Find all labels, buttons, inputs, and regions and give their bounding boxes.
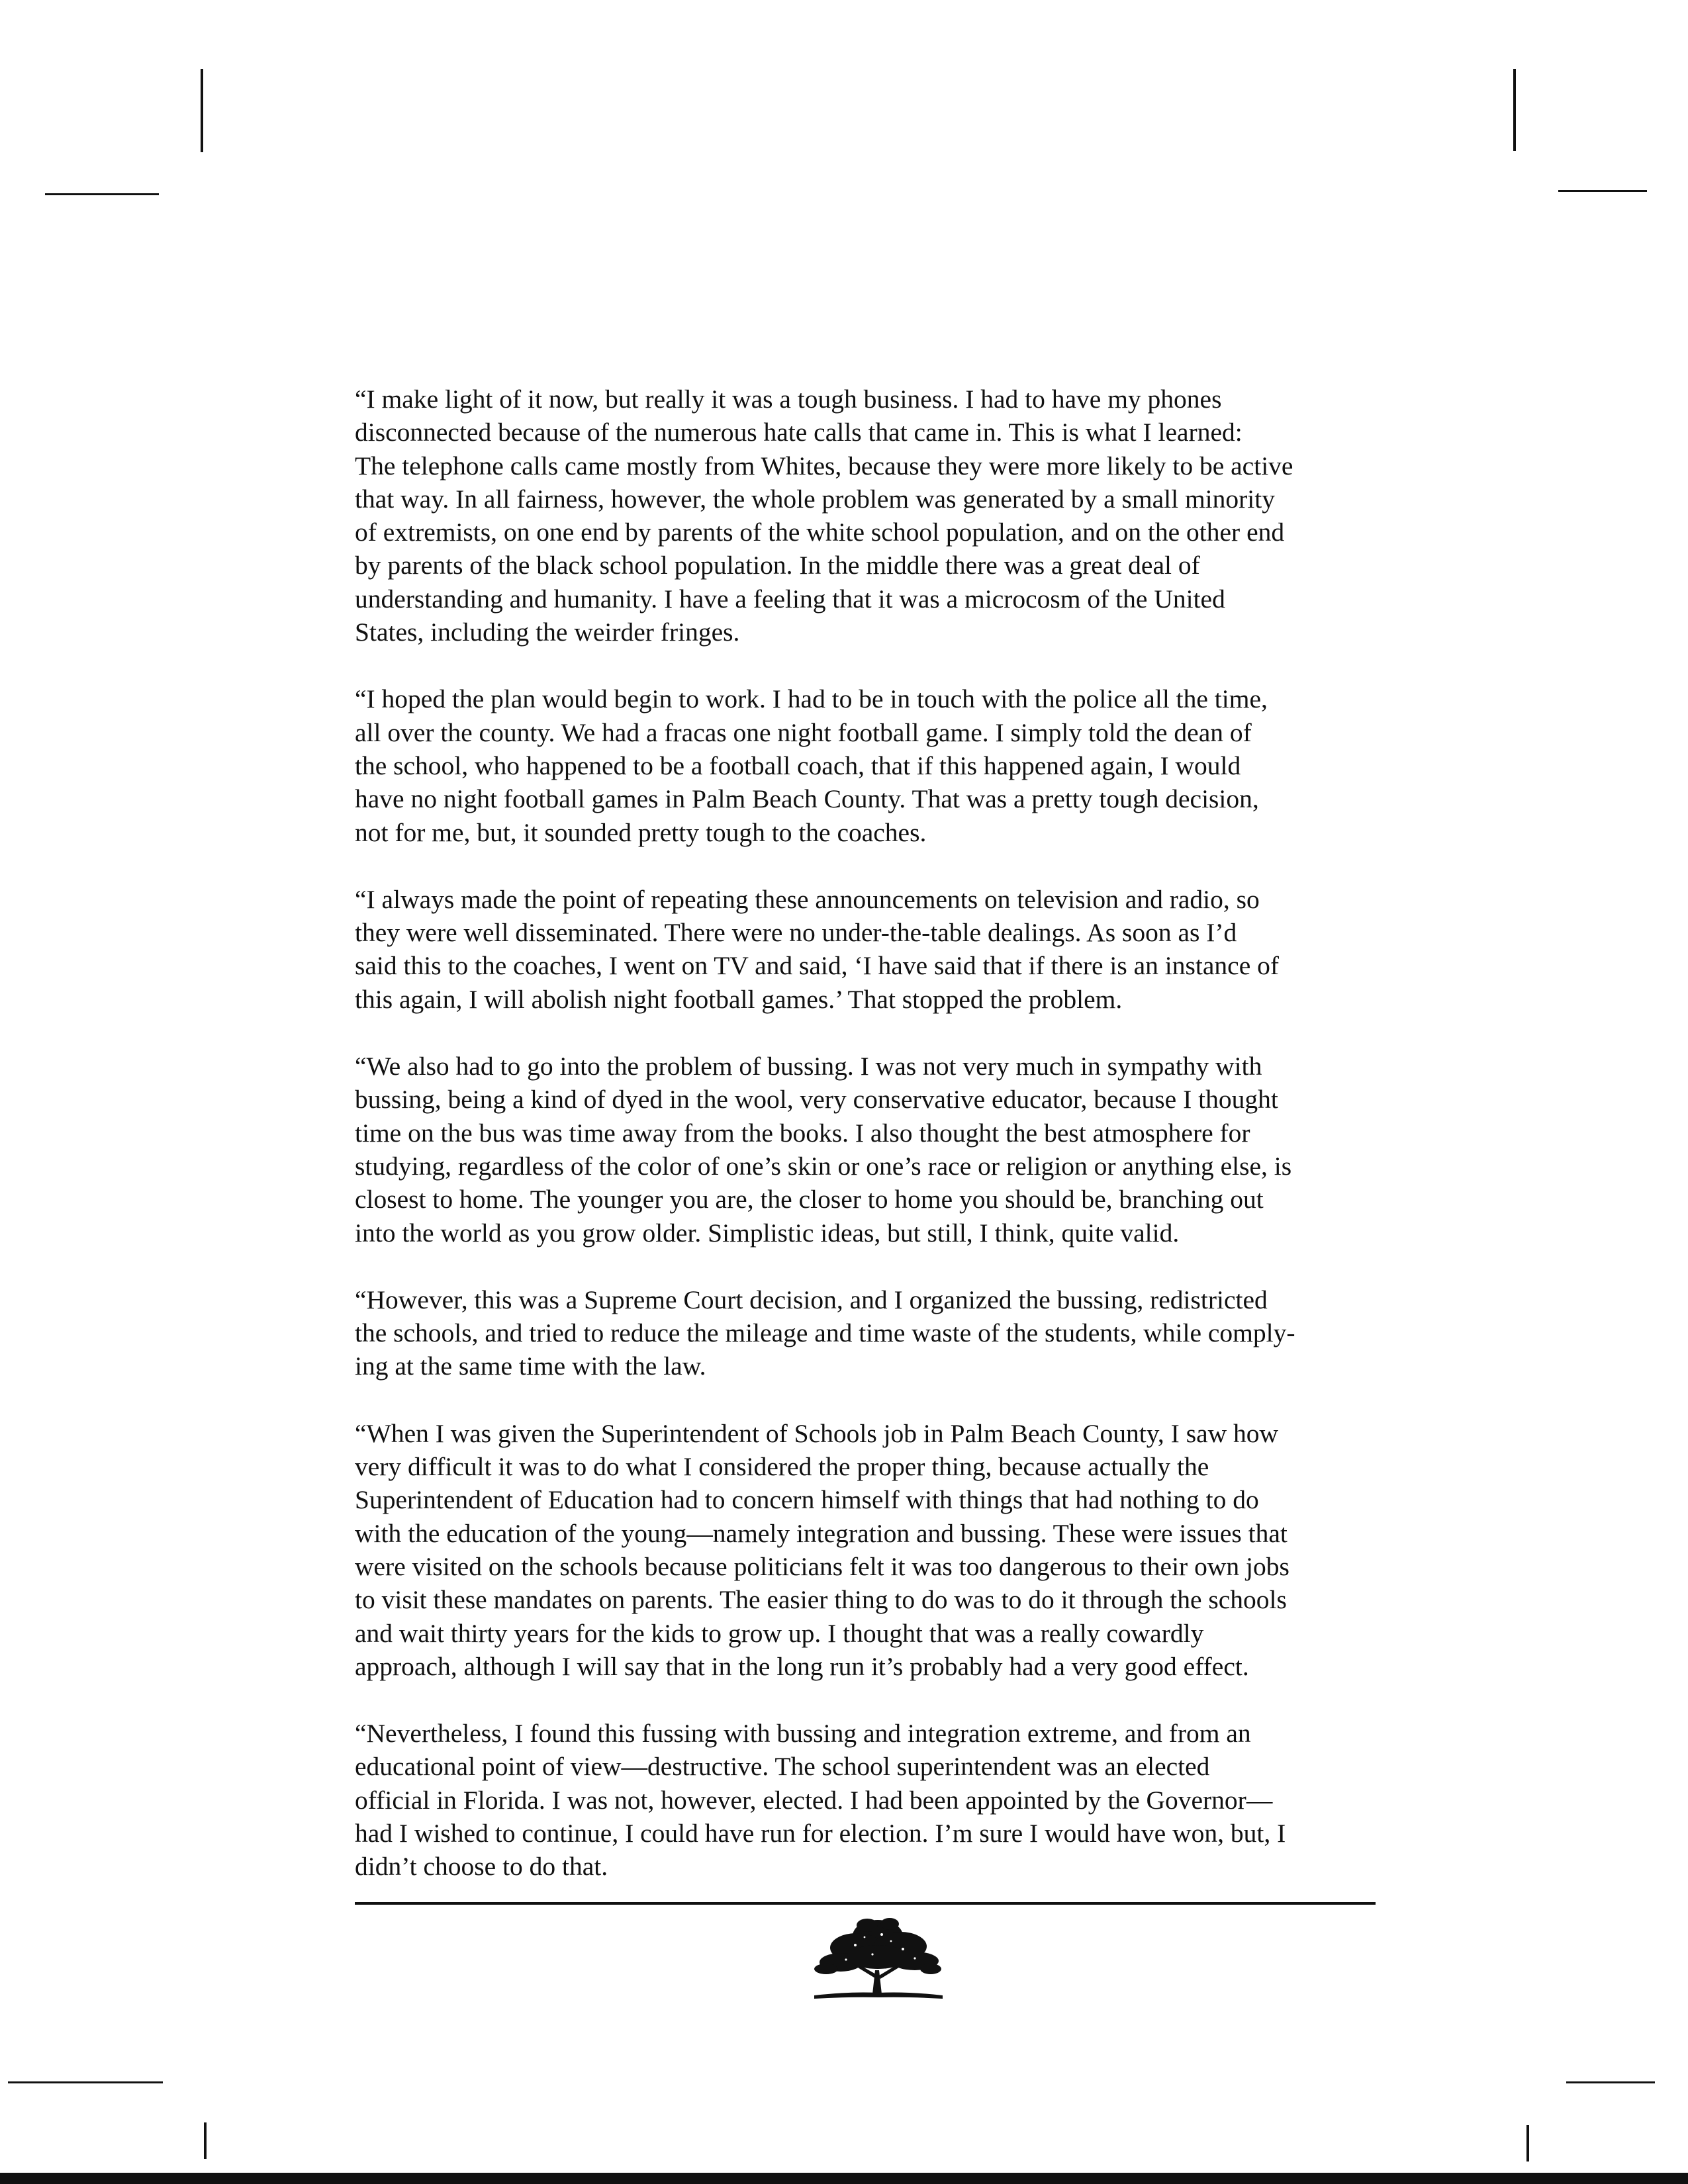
document-body (355, 383, 1378, 1917)
text-line: very difficult it was to do what I considered the proper thing, because actually the (355, 1452, 1209, 1482)
text-line: not for me, but, it sounded pretty tough to the coaches. (355, 817, 927, 847)
text-line: all over the county. We had a fracas one night football game. I simply told the dean of (355, 717, 1252, 747)
paragraph (355, 383, 1378, 649)
text-line: Superintendent of Education had to concern himself with things that had nothing to do (355, 1485, 1259, 1515)
text-line: closest to home. The younger you are, the closer to home you should be, branching out (355, 1185, 1264, 1214)
text-line: to visit these mandates on parents. The easier thing to do was to do it through the schools (355, 1585, 1287, 1615)
text-line: studying, regardless of the color of one’s skin or one’s race or religion or anything else, is (355, 1151, 1292, 1181)
text-line: the schools, and tried to reduce the mileage and time waste of the students, while comply- (355, 1318, 1295, 1348)
text-line: “I hoped the plan would begin to work. I had to be in touch with the police all the time, (355, 684, 1268, 714)
text-line: this again, I will abolish night football games.’ That stopped the problem. (355, 984, 1123, 1014)
crop-mark-bottom-right-horizontal (1566, 2081, 1655, 2083)
text-line: “Nevertheless, I found this fussing with bussing and integration extreme, and from an (355, 1719, 1251, 1749)
text-line: ing at the same time with the law. (355, 1351, 706, 1381)
footer-rule (355, 1902, 1376, 1905)
text-line: said this to the coaches, I went on TV and said, ‘I have said that if there is an instance of (355, 951, 1280, 981)
text-line: “However, this was a Supreme Court decision, and I organized the bussing, redistricted (355, 1285, 1268, 1314)
paragraph (355, 1417, 1378, 1683)
text-line: “When I was given the Superintendent of Schools job in Palm Beach County, I saw how (355, 1418, 1279, 1448)
paragraph (355, 1050, 1378, 1250)
crop-mark-top-right-vertical (1513, 69, 1516, 151)
text-line: disconnected because of the numerous hate calls that came in. This is what I learned: (355, 418, 1243, 447)
crop-mark-top-right-horizontal (1558, 190, 1647, 192)
text-line: that way. In all fairness, however, the whole problem was generated by a small minority (355, 484, 1276, 514)
text-line: into the world as you grow older. Simplistic ideas, but still, I think, quite valid. (355, 1218, 1180, 1248)
crop-mark-bottom-left-vertical (204, 2122, 207, 2159)
text-line: time on the bus was time away from the books. I also thought the best atmosphere for (355, 1118, 1250, 1148)
text-line: approach, although I will say that in the long run it’s probably had a very good effect. (355, 1651, 1249, 1681)
text-line: have no night football games in Palm Beach County. That was a pretty tough decision, (355, 784, 1259, 814)
tree-icon (809, 1915, 948, 2004)
text-line: “I always made the point of repeating these announcements on television and radio, so (355, 884, 1260, 914)
text-line: had I wished to continue, I could have run for election. I’m sure I would have won, but, I (355, 1818, 1286, 1848)
text-line: and wait thirty years for the kids to grow up. I thought that was a really cowardly (355, 1618, 1204, 1648)
text-line: didn’t choose to do that. (355, 1852, 608, 1882)
text-line: by parents of the black school population. In the middle there was a great deal of (355, 551, 1200, 580)
text-line: were visited on the schools because politicians felt it was too dangerous to their own jobs (355, 1551, 1289, 1581)
paragraph (355, 1717, 1378, 1883)
text-line: “I make light of it now, but really it was a tough business. I had to have my phones (355, 385, 1222, 414)
text-line: understanding and humanity. I have a feeling that it was a microcosm of the United (355, 584, 1225, 614)
crop-mark-top-left-vertical (201, 69, 203, 152)
text-line: the school, who happened to be a football coach, that if this happened again, I would (355, 751, 1241, 780)
paragraph (355, 1283, 1378, 1383)
text-line: official in Florida. I was not, however, elected. I had been appointed by the Governor— (355, 1785, 1273, 1815)
text-line: States, including the weirder fringes. (355, 617, 740, 647)
text-line: they were well disseminated. There were no under-the-table dealings. As soon as I’d (355, 918, 1237, 948)
text-line: “We also had to go into the problem of bussing. I was not very much in sympathy with (355, 1052, 1262, 1081)
paragraph (355, 883, 1378, 1016)
crop-mark-bottom-left-horizontal (8, 2081, 163, 2083)
text-line: with the education of the young—namely integration and bussing. These were issues that (355, 1518, 1288, 1548)
text-line: of extremists, on one end by parents of the white school population, and on the other end (355, 518, 1285, 547)
text-line: educational point of view—destructive. The school superintendent was an elected (355, 1752, 1210, 1782)
scan-edge-band (0, 2173, 1688, 2184)
text-line: The telephone calls came mostly from Whites, because they were more likely to be active (355, 451, 1293, 480)
text-line: bussing, being a kind of dyed in the wool, very conservative educator, because I thought (355, 1085, 1278, 1115)
paragraph (355, 682, 1378, 848)
crop-mark-top-left-horizontal (45, 193, 159, 195)
crop-mark-bottom-right-vertical (1526, 2125, 1529, 2161)
